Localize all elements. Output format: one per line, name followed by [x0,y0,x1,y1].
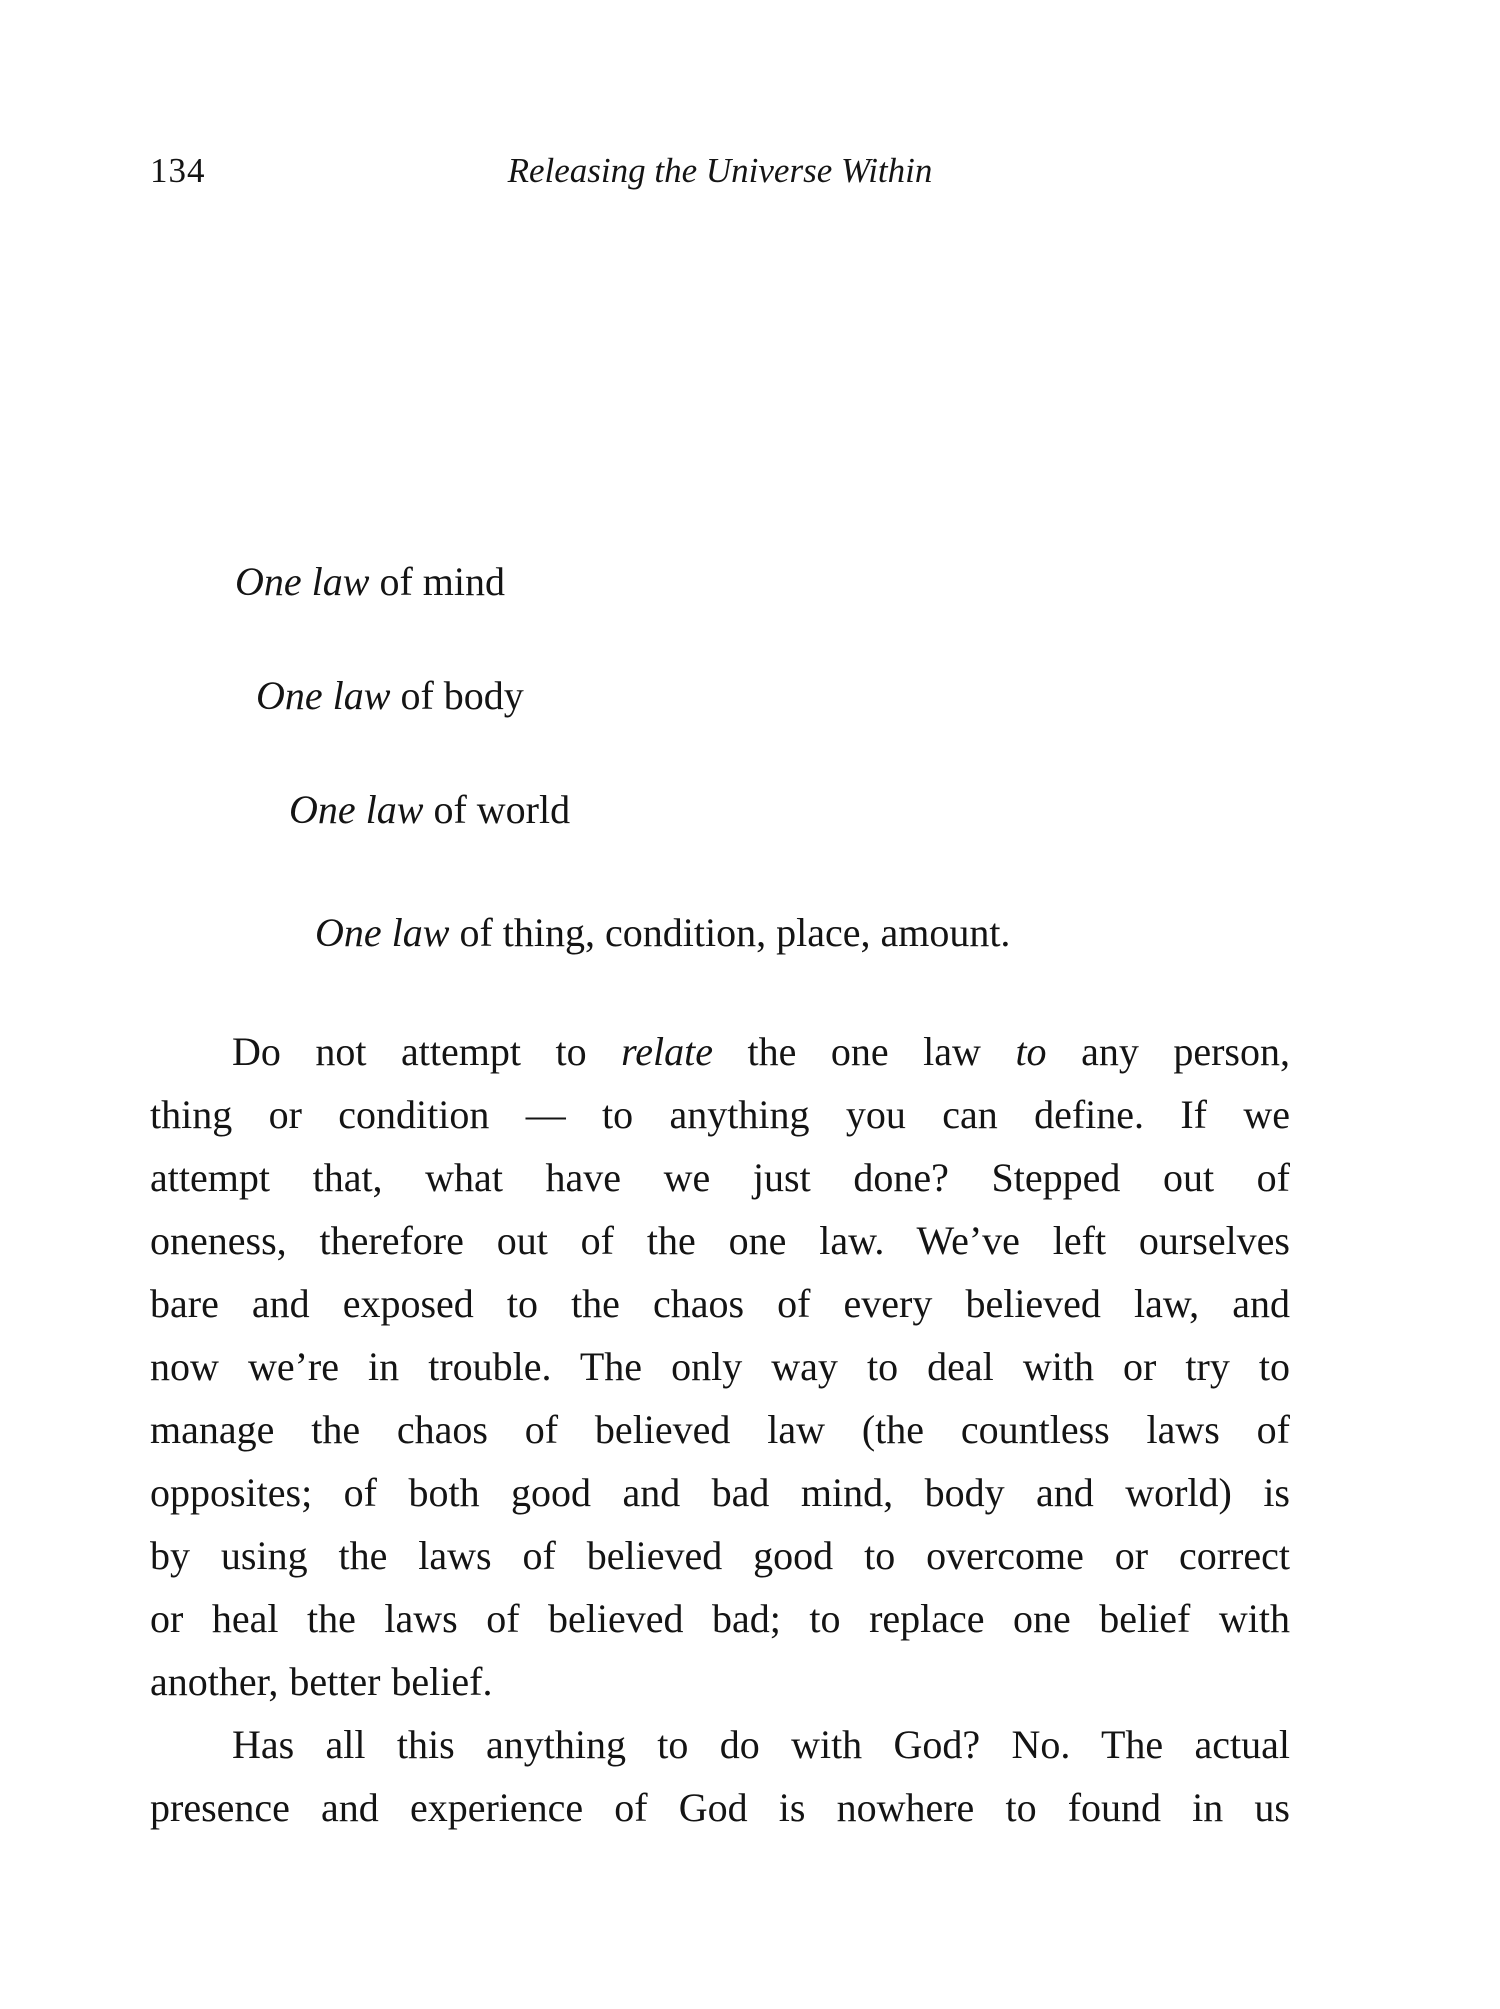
text-line [150,1209,1290,1272]
text-segment: now we’re in trouble. The only way to deal with or try to [150,1344,1290,1389]
text-line [150,1524,1290,1587]
text-line [150,1461,1290,1524]
text-segment: bare and exposed to the chaos of every believed law, and [150,1281,1290,1326]
law-line [150,778,1290,841]
law-line [150,550,1290,613]
text-segment: attempt that, what have we just done? Stepped out of [150,1155,1290,1200]
text-segment: manage the chaos of believed law (the countless laws of [150,1407,1290,1452]
text-line [150,1146,1290,1209]
text-segment: One law [289,787,424,832]
text-segment: any person, [1046,1029,1290,1074]
text-segment: of thing, condition, place, amount. [449,910,1011,955]
text-segment: of body [390,673,524,718]
law-lines [150,550,1290,964]
page-number: 134 [150,151,206,190]
text-segment: presence and experience of God is nowhere to found in us [150,1785,1290,1830]
text-segment: Do not attempt to [232,1029,622,1074]
text-segment: One law [256,673,391,718]
running-title: Releasing the Universe Within [507,151,933,190]
text-line [150,1650,1290,1713]
text-segment: another, better belief. [150,1659,493,1704]
text-segment: opposites; of both good and bad mind, body and world) is [150,1470,1290,1515]
text-segment: to [1015,1029,1047,1074]
text-line [150,1776,1290,1839]
paragraph [150,1713,1290,1839]
text-line [150,1272,1290,1335]
text-segment: of world [423,787,571,832]
text-line [150,1398,1290,1461]
text-segment: Has all this anything to do with God? No. The actual [232,1722,1290,1767]
law-line [150,664,1290,727]
text-segment: One law [315,910,450,955]
text-segment: of mind [369,559,505,604]
law-line [150,901,1290,964]
text-segment: relate [621,1029,713,1074]
text-segment: One law [235,559,370,604]
text-segment: or heal the laws of believed bad; to replace one belief with [150,1596,1290,1641]
text-segment: thing or condition — to anything you can define. If we [150,1092,1290,1137]
page-header [150,148,1290,194]
text-line [150,1020,1290,1083]
text-line [150,1335,1290,1398]
text-line [150,1083,1290,1146]
text-segment: the one law [712,1029,1016,1074]
text-line [150,1587,1290,1650]
text-line [150,1713,1290,1776]
paragraphs [150,1020,1290,1839]
text-segment: oneness, therefore out of the one law. We’ve left ourselves [150,1218,1290,1263]
paragraph [150,1020,1290,1713]
text-segment: by using the laws of believed good to overcome or correct [150,1533,1290,1578]
